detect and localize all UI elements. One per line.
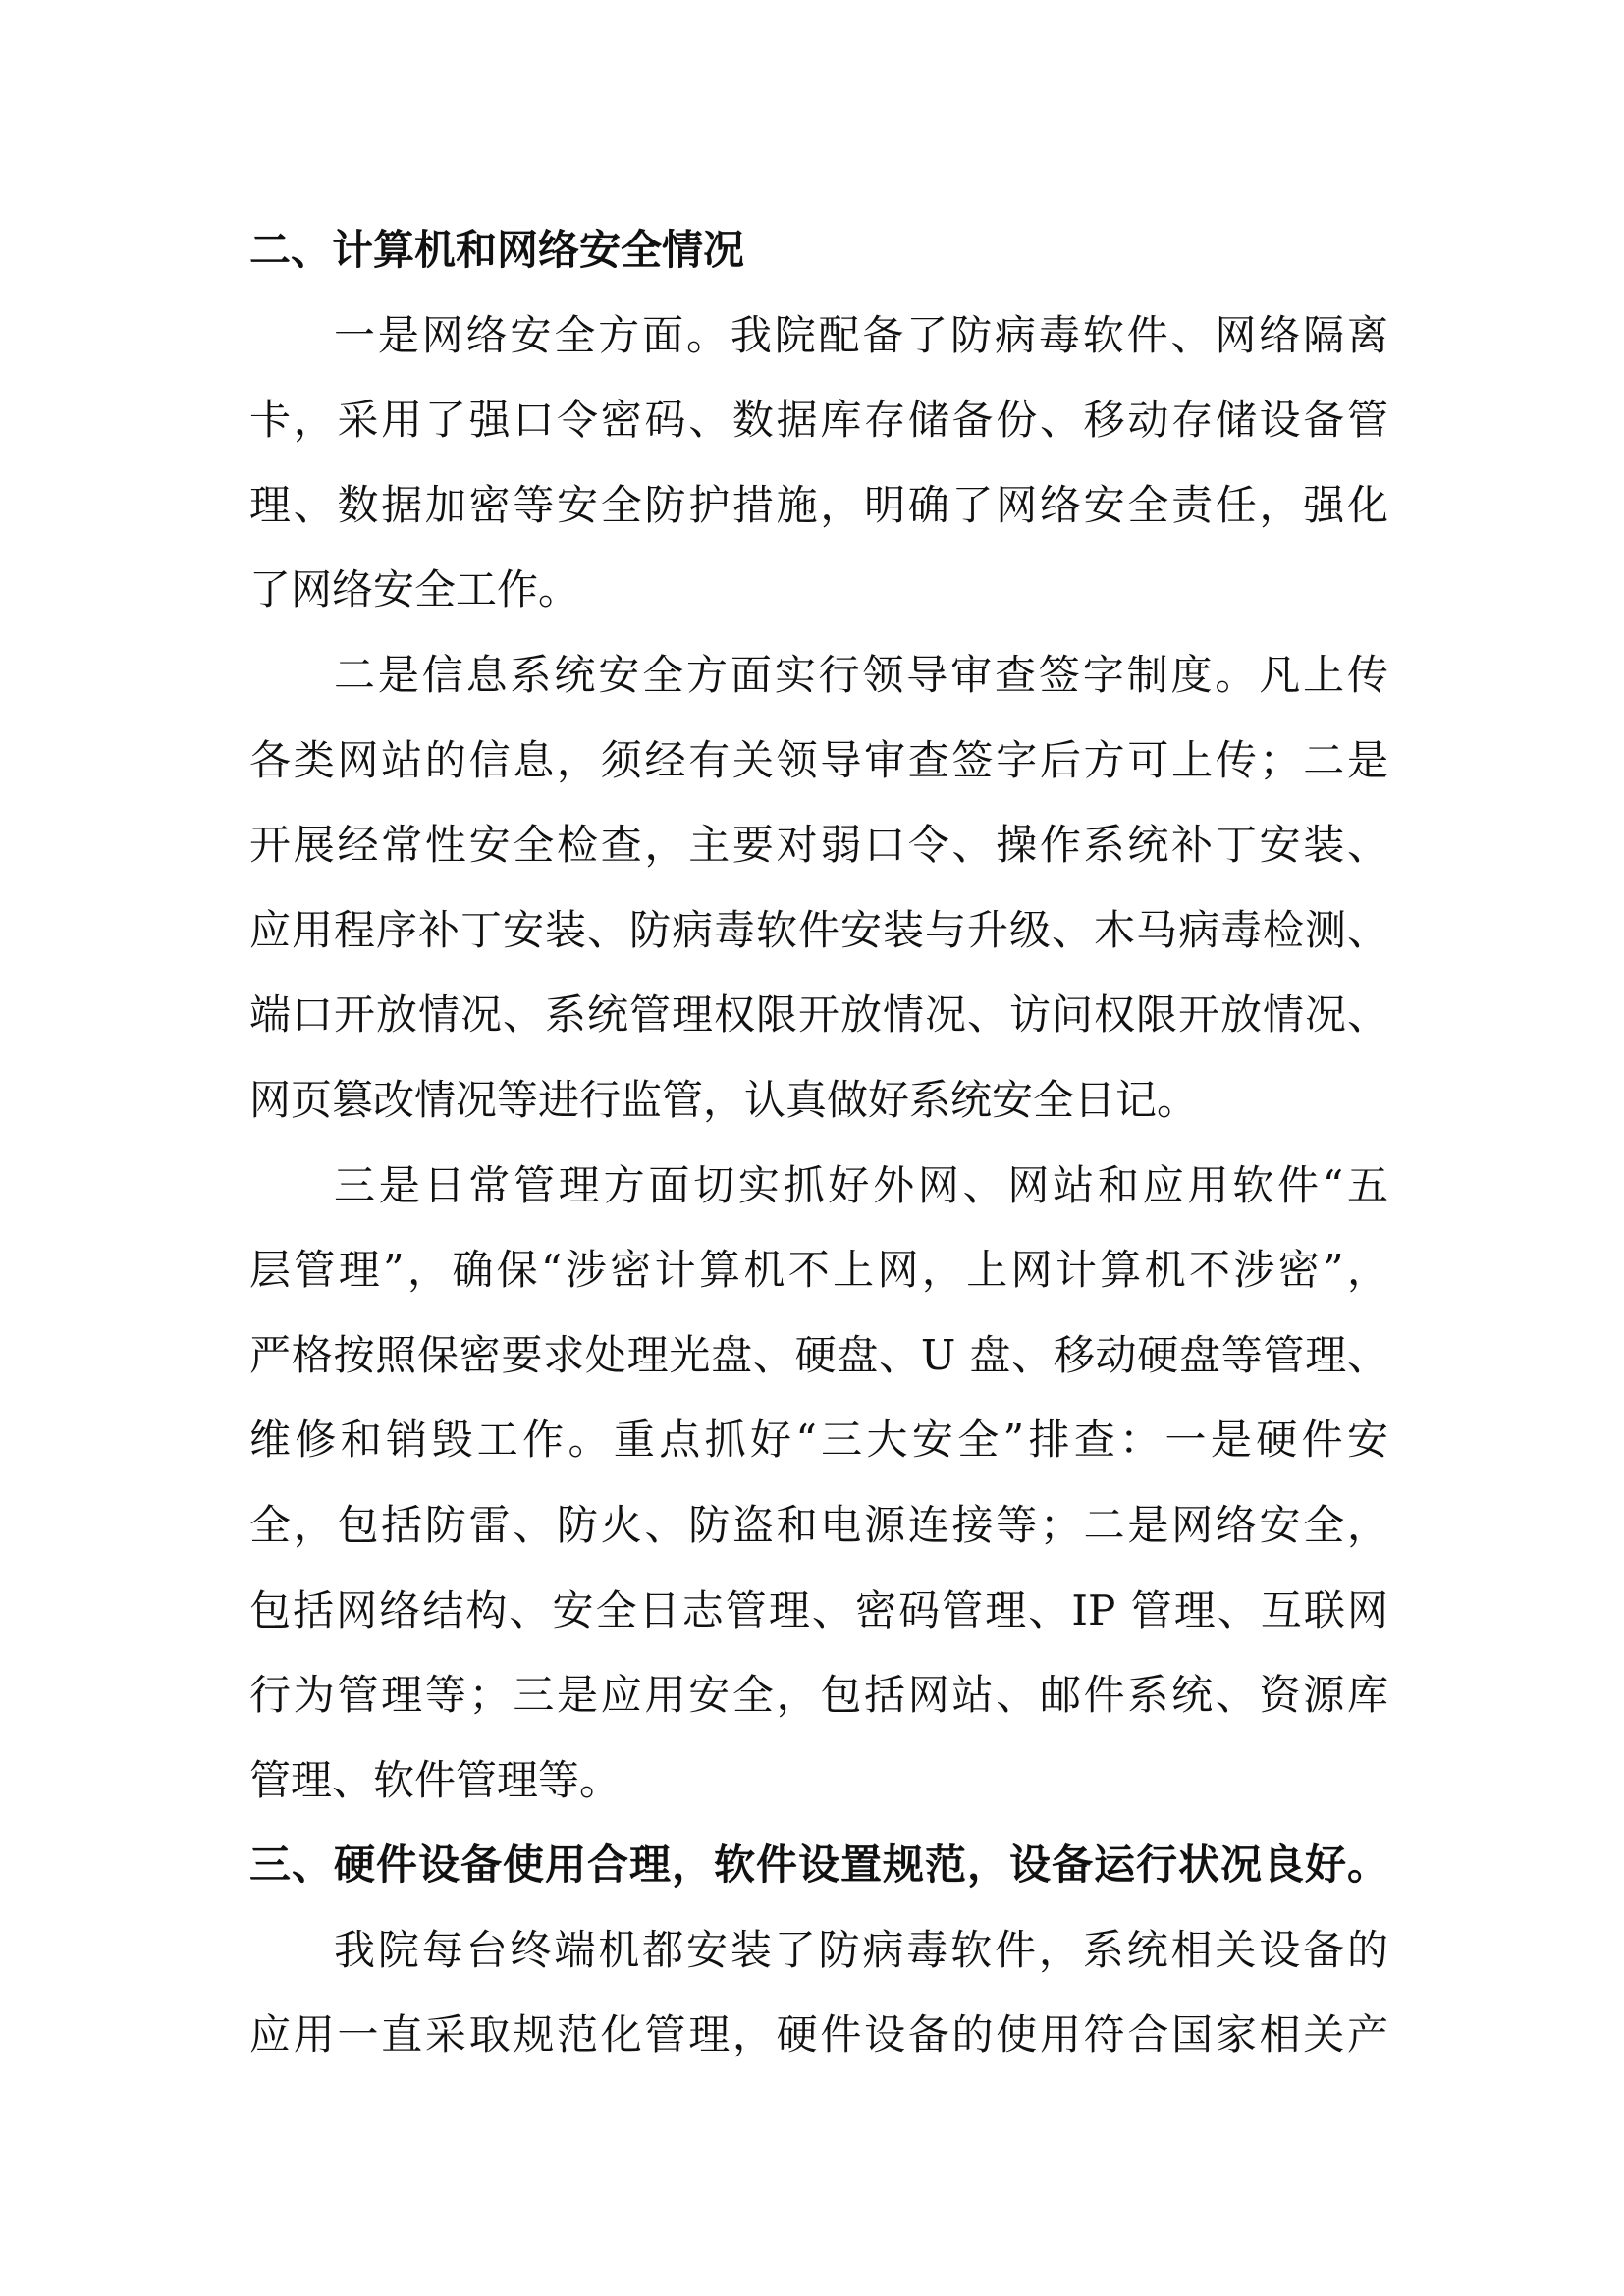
paragraph-line: 端口开放情况、系统管理权限开放情况、访问权限开放情况、 — [249, 990, 1388, 1040]
paragraph-line: 了网络安全工作。 — [249, 565, 580, 614]
paragraph-line: 严格按照保密要求处理光盘、硬盘、U 盘、移动硬盘等管理、 — [249, 1330, 1388, 1379]
paragraph-line: 包括网络结构、安全日志管理、密码管理、IP 管理、互联网 — [249, 1585, 1388, 1634]
paragraph-line: 三是日常管理方面切实抓好外网、网站和应用软件“五 — [334, 1160, 1388, 1209]
paragraph-line: 全，包括防雷、防火、防盗和电源连接等；二是网络安全， — [249, 1500, 1388, 1549]
document-body — [249, 208, 1388, 2078]
paragraph-line: 层管理”，确保“涉密计算机不上网，上网计算机不涉密”， — [249, 1246, 1388, 1295]
paragraph-line: 理、数据加密等安全防护措施，明确了网络安全责任，强化 — [249, 480, 1388, 529]
paragraph-line: 一是网络安全方面。我院配备了防病毒软件、网络隔离 — [334, 310, 1388, 359]
paragraph-line: 管理、软件管理等。 — [249, 1755, 622, 1804]
section-heading-2: 二、计算机和网络安全情况 — [249, 226, 745, 274]
paragraph-line: 维修和销毁工作。重点抓好“三大安全”排查：一是硬件安 — [249, 1415, 1388, 1465]
paragraph-line: 行为管理等；三是应用安全，包括网站、邮件系统、资源库 — [249, 1671, 1388, 1720]
paragraph-line: 二是信息系统安全方面实行领导审查签字制度。凡上传 — [334, 650, 1388, 699]
section-heading-3: 三、硬件设备使用合理，软件设置规范，设备运行状况良好。 — [249, 1841, 1388, 1890]
paragraph-line: 应用一直采取规范化管理，硬件设备的使用符合国家相关产 — [249, 2010, 1388, 2059]
paragraph-line: 卡，采用了强口令密码、数据库存储备份、移动存储设备管 — [249, 396, 1388, 445]
paragraph-line: 我院每台终端机都安装了防病毒软件，系统相关设备的 — [334, 1925, 1388, 1974]
paragraph-line: 各类网站的信息，须经有关领导审查签字后方可上传；二是 — [249, 735, 1388, 784]
paragraph-line: 开展经常性安全检查，主要对弱口令、操作系统补丁安装、 — [249, 821, 1388, 870]
paragraph-line: 网页篡改情况等进行监管，认真做好系统安全日记。 — [249, 1075, 1199, 1124]
paragraph-line: 应用程序补丁安装、防病毒软件安装与升级、木马病毒检测、 — [249, 905, 1388, 954]
